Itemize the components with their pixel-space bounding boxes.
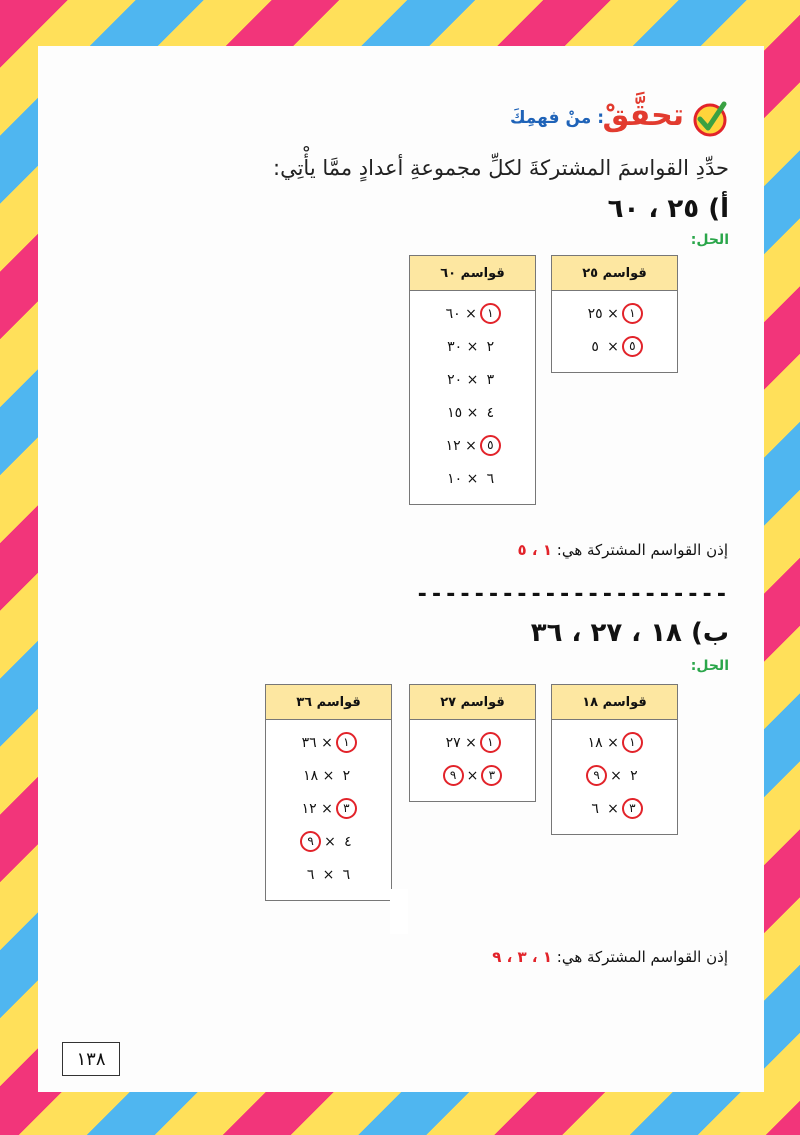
problem-a-conclusion	[518, 541, 728, 559]
factor-table	[265, 684, 392, 901]
multiply-sign: ×	[465, 734, 477, 751]
factor-pair-row	[552, 330, 677, 363]
factor-pair-row	[410, 330, 535, 363]
factor: ١٥	[447, 404, 463, 421]
multiply-sign: ×	[465, 305, 477, 322]
factor-table-header: قواسم ١٨	[552, 685, 677, 720]
problem-a-label: أ) ٢٥ ، ٦٠	[607, 194, 729, 224]
problem-b-conclusion	[492, 948, 728, 966]
multiply-sign: ×	[324, 833, 336, 850]
factor: ٦٠	[445, 305, 461, 322]
multiply-sign: ×	[321, 800, 333, 817]
factor: ٥	[591, 338, 599, 355]
multiply-sign: ×	[466, 470, 479, 487]
worksheet-page	[38, 46, 764, 1092]
conclusion-values: ١ ، ٥	[517, 541, 552, 559]
circled-factor: ١	[622, 303, 643, 324]
circled-factor: ٩	[300, 831, 321, 852]
circled-factor: ٣	[336, 798, 357, 819]
factor-pair-row	[552, 759, 677, 792]
factor: ٢	[486, 338, 495, 355]
factor-pair-row	[266, 792, 391, 825]
factor-pair-row	[266, 825, 391, 858]
factor-table	[551, 255, 678, 373]
conclusion-text: إذن القواسم المشتركة هي:	[556, 541, 728, 559]
circled-factor: ١	[480, 732, 501, 753]
factor-table	[409, 684, 536, 802]
circled-factor: ١	[336, 732, 357, 753]
factor-table-body	[552, 720, 677, 825]
multiply-sign: ×	[466, 404, 479, 421]
factor-table-body	[552, 291, 677, 363]
factor-table-header: قواسم ٢٧	[410, 685, 535, 720]
multiply-sign: ×	[607, 305, 619, 322]
factor: ١٢	[445, 437, 461, 454]
multiply-sign: ×	[321, 734, 333, 751]
factor: ١٠	[447, 470, 463, 487]
factor-pair-row	[410, 297, 535, 330]
factor-table-header: قواسم ٦٠	[410, 256, 535, 291]
multiply-sign: ×	[610, 767, 622, 784]
factor: ٤	[344, 833, 352, 850]
circled-factor: ٩	[586, 765, 607, 786]
factor-pair-row	[410, 429, 535, 462]
factor-table-body	[410, 291, 535, 495]
factor-table-header: قواسم ٣٦	[266, 685, 391, 720]
factor-pair-row	[410, 396, 535, 429]
multiply-sign: ×	[607, 800, 619, 817]
factor-pair-row	[410, 462, 535, 495]
factor-pair-row	[266, 726, 391, 759]
multiply-sign: ×	[466, 371, 479, 388]
heading-subtitle: منْ فهمِكَ :	[509, 108, 604, 128]
factor: ٢٥	[587, 305, 603, 322]
separator-line: ----------------------	[415, 582, 729, 607]
factor: ٢٧	[445, 734, 461, 751]
circled-factor: ٩	[443, 765, 464, 786]
decorative-strip	[390, 889, 408, 934]
factor: ٢	[630, 767, 638, 784]
circled-factor: ١	[622, 732, 643, 753]
factor: ٢٠	[447, 371, 463, 388]
factor-pair-row	[552, 726, 677, 759]
factor: ١٨	[587, 734, 603, 751]
factor: ١٨	[303, 767, 319, 784]
factor: ٦	[591, 800, 599, 817]
instruction-text: حدِّدِ القواسمَ المشتركةَ لكلِّ مجموعةِ أعدادٍ ممَّا يأْتِي:	[273, 156, 729, 180]
circled-factor: ١	[480, 303, 501, 324]
multiply-sign: ×	[607, 734, 619, 751]
problem-a-solution-label: الحل:	[690, 232, 729, 248]
problem-b-solution-label: الحل:	[690, 658, 729, 674]
factor-pair-row	[410, 759, 535, 792]
multiply-sign: ×	[466, 767, 479, 784]
factor-table-header: قواسم ٢٥	[552, 256, 677, 291]
factor-table-body	[266, 720, 391, 891]
factor-pair-row	[266, 858, 391, 891]
problem-b-label: ب) ١٨ ، ٢٧ ، ٣٦	[530, 618, 729, 648]
circled-factor: ٣	[622, 798, 643, 819]
conclusion-values: ١ ، ٣ ، ٩	[492, 948, 552, 966]
check-badge-icon	[690, 98, 730, 138]
factor-table	[551, 684, 678, 835]
conclusion-text: إذن القواسم المشتركة هي:	[556, 948, 728, 966]
multiply-sign: ×	[322, 866, 335, 883]
factor-pair-row	[552, 297, 677, 330]
factor: ٦	[342, 866, 351, 883]
factor: ٦	[486, 470, 495, 487]
factor: ٣٠	[447, 338, 463, 355]
page-number: ١٣٨	[62, 1042, 120, 1076]
factor: ٢	[342, 767, 351, 784]
factor-pair-row	[552, 792, 677, 825]
factor: ٣٦	[301, 734, 317, 751]
multiply-sign: ×	[466, 338, 479, 355]
multiply-sign: ×	[322, 767, 335, 784]
factor: ٦	[306, 866, 315, 883]
multiply-sign: ×	[607, 338, 619, 355]
factor-pair-row	[410, 726, 535, 759]
factor-table-body	[410, 720, 535, 792]
circled-factor: ٥	[480, 435, 501, 456]
heading-title: تحقَّقْ	[602, 98, 684, 133]
factor: ١٢	[301, 800, 317, 817]
circled-factor: ٥	[622, 336, 643, 357]
circled-factor: ٣	[481, 765, 502, 786]
factor: ٤	[486, 404, 495, 421]
factor-pair-row	[410, 363, 535, 396]
factor-table	[409, 255, 536, 505]
factor: ٣	[486, 371, 495, 388]
multiply-sign: ×	[465, 437, 477, 454]
factor-pair-row	[266, 759, 391, 792]
